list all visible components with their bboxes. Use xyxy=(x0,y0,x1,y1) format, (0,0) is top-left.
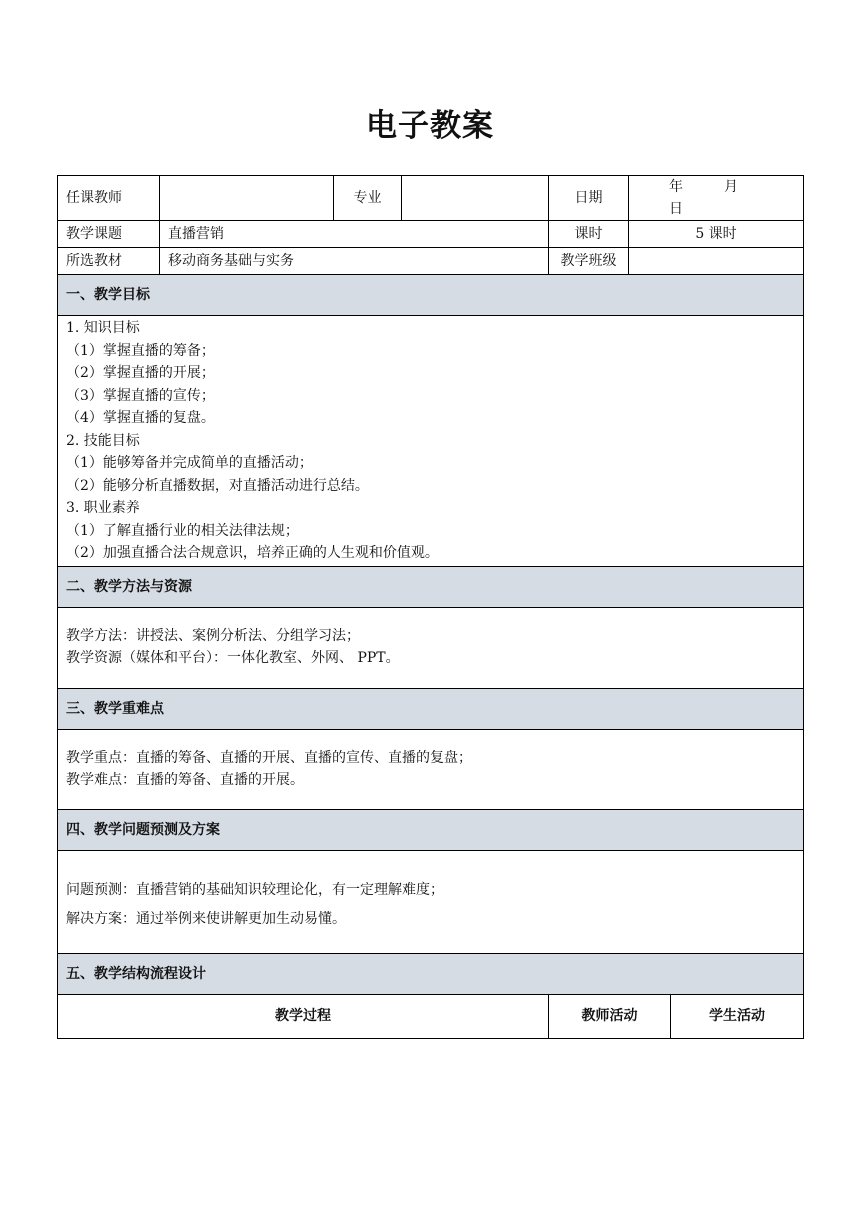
section-heading-key-points: 三、教学重难点 xyxy=(58,688,804,729)
class-value[interactable] xyxy=(629,248,804,275)
objectives-line: （4）掌握直播的复盘。 xyxy=(66,410,215,426)
methods-line: 教学方法：讲授法、案例分析法、分组学习法； xyxy=(66,627,360,644)
key-points-content xyxy=(58,729,804,809)
section-heading-row xyxy=(58,688,804,729)
objectives-line: （1）了解直播行业的相关法律法规； xyxy=(66,522,299,539)
teacher-value[interactable] xyxy=(160,176,334,221)
problems-line: 问题预测：直播营销的基础知识较理论化，有一定理解难度； xyxy=(66,881,444,898)
section-body-row xyxy=(58,316,804,567)
page-title: 电子教案 xyxy=(366,108,494,144)
major-label: 专业 xyxy=(334,176,402,221)
objectives-line: （2）能够分析直播数据，对直播活动进行总结。 xyxy=(66,477,369,494)
flow-header-student: 学生活动 xyxy=(671,994,804,1038)
date-year: 年 xyxy=(669,179,683,195)
date-day: 日 xyxy=(669,201,683,217)
topic-value[interactable]: 直播营销 xyxy=(160,221,549,248)
objectives-line: 3. 职业素养 xyxy=(66,500,140,516)
objectives-line: 2. 技能目标 xyxy=(66,432,140,449)
teacher-label: 任课教师 xyxy=(58,176,160,221)
textbook-value[interactable]: 移动商务基础与实务 xyxy=(160,248,549,275)
info-row-2 xyxy=(58,221,804,248)
section-heading-row xyxy=(58,953,804,994)
methods-content xyxy=(58,607,804,688)
date-value[interactable] xyxy=(629,176,804,221)
section-heading-row xyxy=(58,809,804,850)
lesson-plan-table xyxy=(57,175,804,1039)
textbook-label: 所选教材 xyxy=(58,248,160,275)
section-heading-flow: 五、教学结构流程设计 xyxy=(58,953,804,994)
major-value[interactable] xyxy=(402,176,549,221)
problems-line: 解决方案：通过举例来使讲解更加生动易懂。 xyxy=(66,910,346,927)
class-label: 教学班级 xyxy=(549,248,629,275)
hours-value[interactable]: 5 课时 xyxy=(629,221,804,248)
flow-header-teacher: 教师活动 xyxy=(549,994,671,1038)
info-row-1 xyxy=(58,176,804,221)
section-heading-methods: 二、教学方法与资源 xyxy=(58,566,804,607)
methods-line: 教学资源（媒体和平台）：一体化教室、外网、 PPT。 xyxy=(66,650,400,666)
section-body-row xyxy=(58,607,804,688)
key-points-line: 教学重点：直播的筹备、直播的开展、直播的宣传、直播的复盘； xyxy=(66,749,472,766)
date-label: 日期 xyxy=(549,176,629,221)
flow-header-process: 教学过程 xyxy=(58,994,549,1038)
section-heading-row xyxy=(58,566,804,607)
objectives-line: （2）加强直播合法合规意识，培养正确的人生观和价值观。 xyxy=(66,545,439,561)
hours-label: 课时 xyxy=(549,221,629,248)
objectives-line: （2）掌握直播的开展； xyxy=(66,365,215,381)
section-body-row xyxy=(58,850,804,953)
objectives-line: （3）掌握直播的宣传； xyxy=(66,387,215,404)
key-points-line: 教学难点：直播的筹备、直播的开展。 xyxy=(66,772,304,788)
flow-header-row xyxy=(58,994,804,1038)
date-month: 月 xyxy=(724,179,738,195)
objectives-line: 1. 知识目标 xyxy=(66,320,140,336)
section-body-row xyxy=(58,729,804,809)
section-heading-row xyxy=(58,275,804,316)
info-row-3 xyxy=(58,248,804,275)
topic-label: 教学课题 xyxy=(58,221,160,248)
objectives-line: （1）掌握直播的筹备； xyxy=(66,342,215,359)
section-heading-problems: 四、教学问题预测及方案 xyxy=(58,809,804,850)
section-heading-objectives: 一、教学目标 xyxy=(58,275,804,316)
objectives-line: （1）能够筹备并完成简单的直播活动； xyxy=(66,455,313,471)
objectives-content xyxy=(58,316,804,567)
problems-content xyxy=(58,850,804,953)
